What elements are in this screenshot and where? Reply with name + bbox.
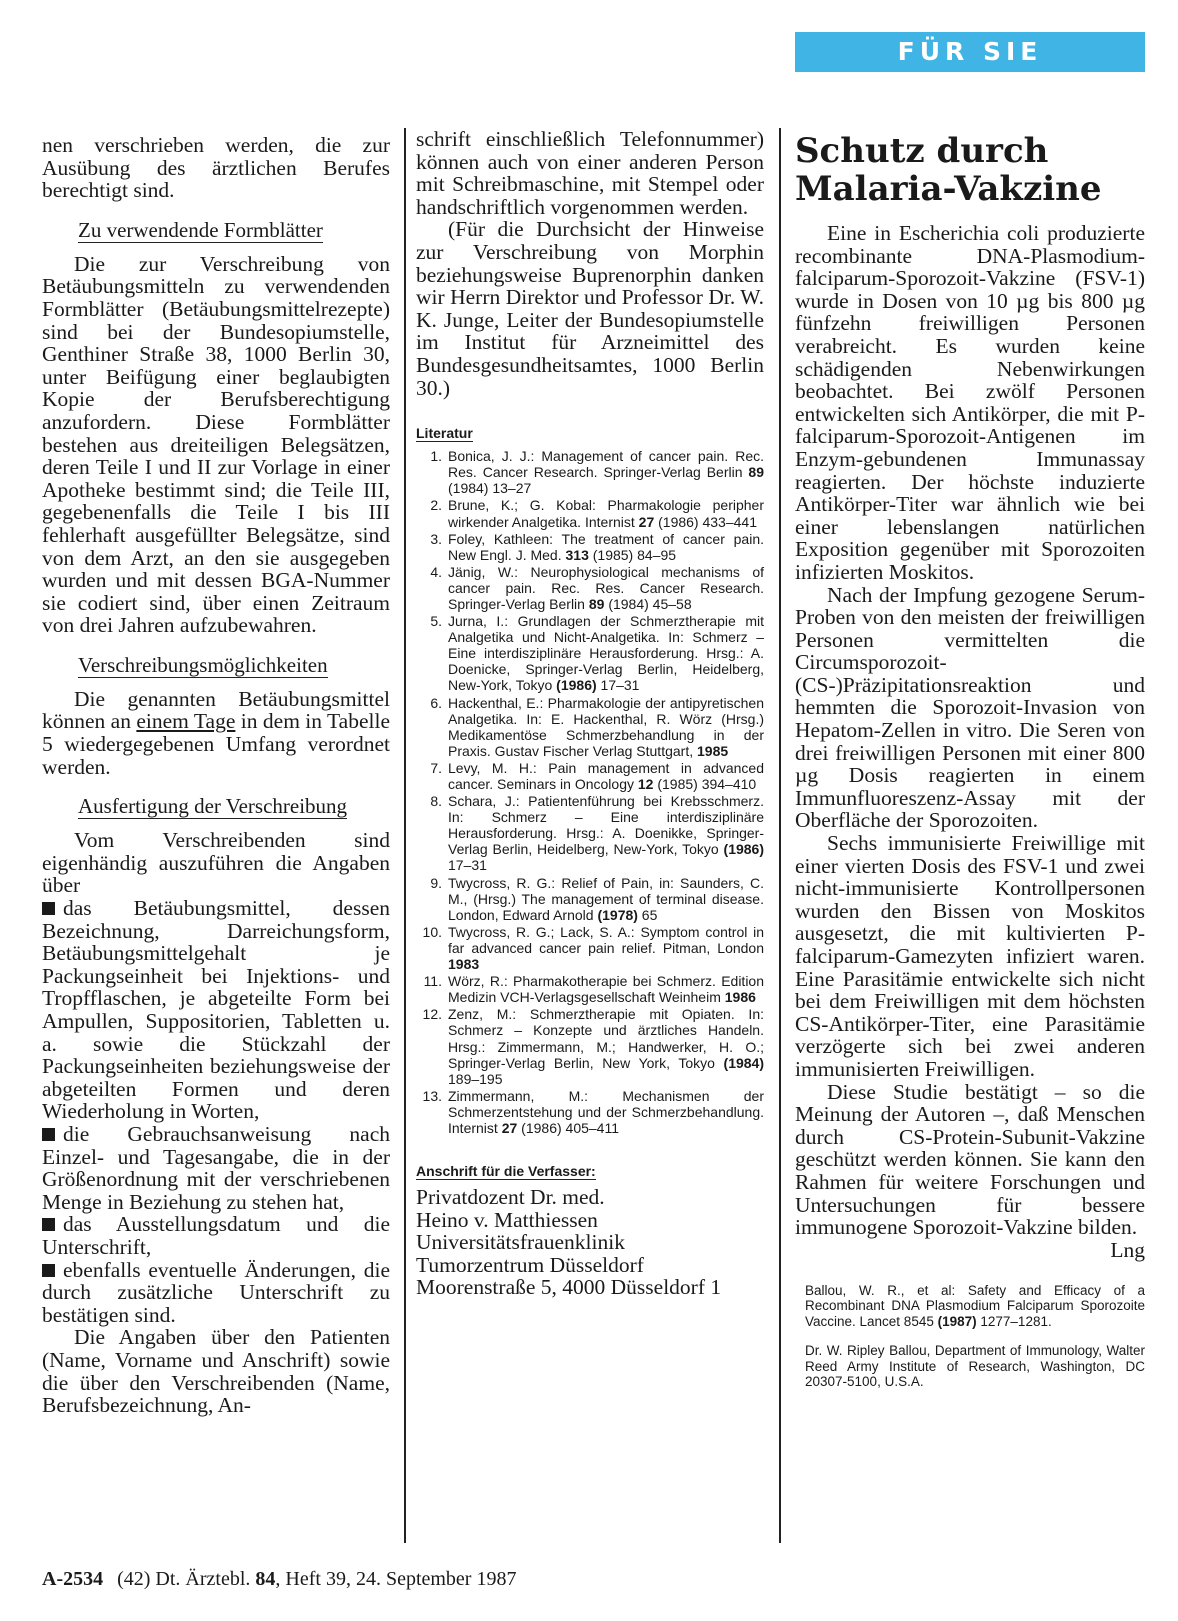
author-address bbox=[416, 1186, 764, 1299]
references-heading: Literatur bbox=[416, 425, 473, 442]
reference-item: 2. Brune, K.; G. Kobal: Pharmakologie peripher wirkender Analgetika. Internist 27 (1986) 433–441 bbox=[430, 497, 764, 530]
subheading: Ausfertigung der Verschreibung bbox=[78, 794, 348, 819]
address-heading: Anschrift für die Verfasser: bbox=[416, 1163, 596, 1180]
page-footer: A-2534 (42) Dt. Ärztebl. 84, Heft 39, 24. September 1987 bbox=[42, 1568, 517, 1590]
reference-item: 6. Hackenthal, E.: Pharmakologie der antipyretischen Analgetika. In: E. Hackenthal, R. Wörz (Hrsg.) Medikamentöse Schmerzbehandlung in der Praxis. Gustav Fischer Verlag Stuttgart, 1985 bbox=[430, 694, 764, 759]
reference-item: 9. Twycross, R. G.: Relief of Pain, in: Saunders, C. M., (Hrsg.) The management of terminal disease. London, Edward Arnold (1978) 65 bbox=[430, 874, 764, 923]
reference-item: 4. Jänig, W.: Neurophysiological mechanisms of cancer pain. Rec. Res. Cancer Research. Springer-Verlag Berlin 89 (1984) 45–58 bbox=[430, 563, 764, 612]
reference-item: 1. Bonica, J. J.: Management of cancer pain. Rec. Res. Cancer Research. Springer-Verlag Berlin 89 (1984) 13–27 bbox=[430, 448, 764, 497]
reference-item: 5. Jurna, I.: Grundlagen der Schmerztherapie mit Analgetika und Nicht-Analgetika. In: Schmerz – Eine interdisziplinäre Herausforderung. Hrsg.: A. Doenicke, Springer-Verlag Berlin, Heidelberg, New-York, Tokyo (1986) 17–31 bbox=[430, 613, 764, 694]
subheading: Zu verwendende Formblätter bbox=[78, 217, 323, 242]
paragraph: Vom Verschreibenden sind eigenhändig auszuführen die Angaben über bbox=[42, 828, 390, 898]
paragraph: schrift einschließlich Telefonnummer) können auch von einer anderen Person mit Schreibmaschine, mit Stempel oder handschriftlich vorgenommen werden. bbox=[416, 127, 764, 219]
square-bullet-icon bbox=[42, 1128, 55, 1141]
reference-list bbox=[416, 448, 764, 1136]
reference-item: 7. Levy, M. H.: Pain management in advanced cancer. Seminars in Oncology 12 (1985) 394–410 bbox=[430, 759, 764, 792]
address-line: Moorenstraße 5, 4000 Düsseldorf 1 bbox=[416, 1275, 722, 1300]
column-rule bbox=[779, 128, 781, 1543]
square-bullet-icon bbox=[42, 902, 55, 915]
article-headline: Schutz durch Malaria-Vakzine bbox=[795, 131, 1102, 209]
reference-item: 11. Wörz, R.: Pharmakotherapie bei Schmerz. Edition Medizin VCH-Verlagsgesellschaft Weinheim 1986 bbox=[423, 973, 764, 1006]
underlined-phrase: einem Tage bbox=[136, 709, 236, 734]
paragraph: (Für die Durchsicht der Hinweise zur Verschreibung von Morphin beziehungsweise Buprenorphin danken wir Herrn Direktor und Professor Dr. W. K. Junge, Leiter der Bundesopiumstelle im Institut für Arzneimittel des Bundesgesundheitsamtes, 1000 Berlin 30.) bbox=[416, 217, 764, 400]
address-line: Tumorzentrum Düsseldorf bbox=[416, 1252, 644, 1277]
paragraph: Die genannten Betäubungsmittel können an einem Tage in dem in Tabelle 5 wiedergegebenen Umfang verordnet werden. bbox=[42, 686, 390, 779]
bullet-item: die Gebrauchsanweisung nach Einzel- und Tagesangabe, die in der Größenordnung mit der verschriebenen Menge in Beziehung zu stehen hat, bbox=[42, 1121, 390, 1214]
subheading: Verschreibungsmöglichkeiten bbox=[78, 652, 328, 677]
reference-item: 12. Zenz, M.: Schmerztherapie mit Opiaten. In: Schmerz – Konzepte und ärztliches Handeln. Hrsg.: Zimmermann, M.; Handwerker, H. O.; Springer-Verlag Berlin, New York, Tokyo (1984) 189–195 bbox=[422, 1006, 764, 1087]
column-left bbox=[42, 134, 390, 1417]
bullet-item: das Betäubungsmittel, dessen Bezeichnung, Darreichungsform, Betäubungsmittelgehalt je Packungseinheit bei Injektions- und Tropfflaschen, je abgeteilte Form bei Ampullen, Suppositorien, Tabletten u. a. sowie die Stückzahl der Packungseinheiten beziehungsweise der abgeteilten Formen und deren Wiederholung in Worten, bbox=[42, 896, 390, 1124]
reference-item: 8. Schara, J.: Patientenführung bei Krebsschmerz. In: Schmerz – Eine interdisziplinäre Herausforderung. Hrsg.: A. Doenikke, Springer-Verlag Berlin, Heidelberg, New-York, Tokyo (1986) 17–31 bbox=[430, 793, 764, 874]
paragraph: Diese Studie bestätigt – so die Meinung der Autoren –, daß Menschen durch CS-Protein-Subunit-Vakzine geschützt werden können. Sie kann den Rahmen für weitere Forschungen und Untersuchungen für bessere immunogene Sporozoit-Vakzine bilden. Lng bbox=[795, 1079, 1145, 1262]
column-rule bbox=[404, 128, 406, 1543]
bullet-item: ebenfalls eventuelle Änderungen, die durch zusätzliche Unterschrift zu bestätigen sind. bbox=[42, 1257, 390, 1327]
address-line: Universitätsfrauenklinik bbox=[416, 1230, 625, 1255]
source-citation: Ballou, W. R., et al: Safety and Efficacy of a Recombinant DNA Plasmodium Falciparum Sporozoite Vaccine. Lancet 8545 (1987) 1277–1281. bbox=[805, 1282, 1145, 1329]
bullet-item: das Ausstellungsdatum und die Unterschrift, bbox=[42, 1212, 390, 1259]
section-banner: FÜR SIE REFERIERT bbox=[795, 32, 1145, 72]
square-bullet-icon bbox=[42, 1264, 55, 1277]
paragraph: Die zur Verschreibung von Betäubungsmitteln zu verwendenden Formblätter (Betäubungsmittelrezepte) sind bei der Bundesopiumstelle, Genthiner Straße 38, 1000 Berlin 30, unter Beifügung einer beglaubigten Kopie der Berufsberechtigung anzufordern. Diese Formblätter bestehen aus dreiteiligen Belegsätzen, deren Teile I und II zur Vorlage in einer Apotheke bestimmt sind; die Teile III, gegebenenfalls die Teile I bis III fehlerhaft ausgefüllter Belegsätze, sind von dem Arzt, an den sie ausgegeben wurden und mit dessen BGA-Nummer sie codiert sind, über einen Zeitraum von drei Jahren aufzubewahren. bbox=[42, 251, 390, 638]
paragraph: Eine in Escherichia coli produzierte recombinante DNA-Plasmodium-falciparum-Sporozoit-Vakzine (FSV-1) wurde in Dosen von 10 µg bis 800 µg fünfzehn freiwilligen Personen verabreicht. Es wurden keine schädigenden Nebenwirkungen beobachtet. Bei zwölf Personen entwickelten sich Antikörper, die mit P-falciparum-Sporozoit-Antigenen im Enzym-gebundenen Immunassay reagierten. Der höchste induzierte Antikörper-Titer war ähnlich wie bei einer lebenslangen natürlichen Exposition gegenüber mit Sporozoiten infizierten Moskitos. bbox=[795, 221, 1145, 584]
column-middle bbox=[416, 128, 764, 1299]
address-line: Privatdozent Dr. med. bbox=[416, 1185, 605, 1210]
reference-item: 13. Zimmermann, M.: Mechanismen der Schmerzentstehung und der Schmerzbehandlung. Internist 27 (1986) 405–411 bbox=[422, 1087, 764, 1136]
page-number: A-2534 bbox=[42, 1568, 104, 1590]
author-signature: Lng bbox=[1110, 1237, 1145, 1262]
column-right bbox=[795, 128, 1145, 1404]
paragraph: Die Angaben über den Patienten (Name, Vorname und Anschrift) sowie die über den Verschreibenden (Name, Berufsbezeichnung, An- bbox=[42, 1325, 390, 1418]
address-line: Heino v. Matthiessen bbox=[416, 1207, 598, 1232]
contact-note: Dr. W. Ripley Ballou, Department of Immunology, Walter Reed Army Institute of Research, Washington, DC 20307-5100, U.S.A. bbox=[805, 1343, 1145, 1390]
paragraph: nen verschrieben werden, die zur Ausübung des ärztlichen Berufes berechtigt sind. bbox=[42, 133, 390, 203]
reference-item: 3. Foley, Kathleen: The treatment of cancer pain. New Engl. J. Med. 313 (1985) 84–95 bbox=[430, 530, 764, 563]
paragraph: Nach der Impfung gezogene Serum-Proben von den meisten der freiwilligen Personen vermittelten die Circumsporozoit-(CS-)Präzipitationsreaktion und hemmten die Sporozoit-Invasion von Hepatom-Zellen in vitro. Die Seren von drei freiwilligen Personen mit einer 800 µg Dosis reagierten in einem Immunfluoreszenz-Assay mit der Oberfläche der Sporozoiten. bbox=[795, 582, 1145, 833]
reference-item: 10. Twycross, R. G.; Lack, S. A.: Symptom control in far advanced cancer pain relief. Pitman, London 1983 bbox=[422, 923, 764, 973]
paragraph: Sechs immunisierte Freiwillige mit einer vierten Dosis des FSV-1 und zwei nicht-immunisierte Kontrollpersonen wurden den Bissen von Moskitos ausgesetzt, die mit kultivierten P-falciparum-Gamezyten infiziert waren. Eine Parasitämie entwickelte sich nicht bei dem Freiwilligen mit dem höchsten CS-Antikörper-Titer, eine Parasitämie verzögerte sich bei zwei anderen immunisierten Freiwilligen. bbox=[795, 831, 1145, 1081]
square-bullet-icon bbox=[42, 1218, 55, 1231]
